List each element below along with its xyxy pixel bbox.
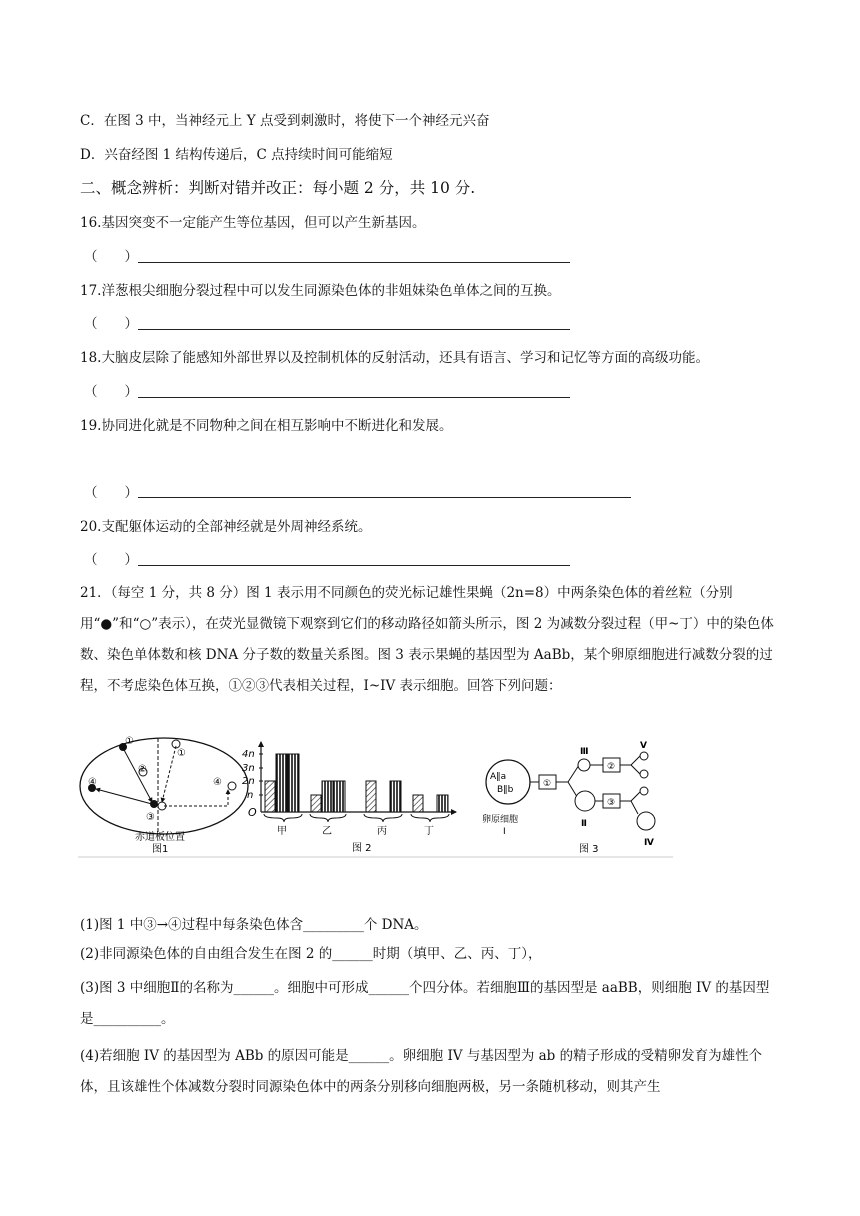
answer-line-17[interactable] [138, 329, 570, 330]
fig3-cell-label: Ⅰ [503, 827, 506, 837]
fig3-diagram [482, 741, 655, 855]
fig2-bar-chromosome [366, 781, 376, 812]
question-21-figure [78, 734, 673, 858]
fig1-cell [80, 736, 248, 855]
answer-line-18[interactable] [138, 397, 570, 398]
fig2-stage-label: 丙 [377, 826, 387, 837]
fig2-brace [310, 814, 346, 822]
fig3-cell-label: Ⅴ [640, 741, 647, 751]
judgement-16: 16.基因突变不一定能产生等位基因，但可以产生新基因。 [80, 215, 426, 231]
fig3-step-label: ③ [607, 798, 616, 808]
fig3-gene-label: A‖a [490, 772, 507, 782]
judgement-17: 17.洋葱根尖细胞分裂过程中可以发生同源染色体的非姐妹染色单体之间的互换。 [80, 283, 561, 299]
fig2-brace [364, 814, 402, 822]
fig3-egg-cell [637, 812, 655, 830]
fig2-chart [242, 742, 456, 854]
fig1-label: ① [177, 748, 186, 759]
fig2-bar-dna [437, 795, 448, 812]
fig2-y-tick: 3n [242, 763, 255, 774]
fig2-y-tick: n [247, 790, 254, 801]
option-d: D．兴奋经图 1 结构传递后，C 点持续时间可能缩短 [80, 147, 393, 163]
question-21-sub1: (1)图 1 中③→④过程中每条染色体含_________个 DNA。 [80, 917, 428, 933]
fig2-bar-chromosome [413, 795, 423, 812]
question-21-stem: 21．（每空 1 分，共 8 分）图 1 表示用不同颜色的荧光标记雄性果蝇（2n=8）中两条染色体的着丝粒（分别用“●”和“○”表示），在荧光显微镜下观察到它们的移动路径如箭头所示，图 2 为减数分裂过程（甲~丁）中的染色体数、染色单体数和核 DNA 分子数的数量关系图。图 3 表示果蝇的基因型为 AaBb，某个卵原细胞进行减数分裂的过程，不考虑染色体互换，①②③代表相关过程，I~IV 表示细胞。回答下列问题： [80, 585, 774, 694]
fig2-y-tick: 4n [242, 749, 255, 760]
fig2-stage-label: 丁 [424, 826, 434, 837]
fig2-bar-dna [390, 781, 401, 812]
fig3-cell-III [578, 759, 590, 771]
fig3-caption: 图 3 [579, 844, 599, 855]
answer-paren-20[interactable]: （ ） [84, 552, 138, 568]
judgement-20: 20.支配躯体运动的全部神经就是外周神经系统。 [80, 519, 372, 535]
fig3-polar-body [640, 787, 648, 795]
fig1-label: ④ [88, 777, 97, 788]
fig3-connector [631, 765, 640, 774]
fig3-polar-body [640, 752, 648, 760]
fig3-cell-label: Ⅲ [580, 747, 589, 757]
fig1-label: ① [125, 736, 134, 747]
fig1-label: ④ [213, 777, 222, 788]
fig2-bar-chromosome [265, 781, 275, 812]
fig1-path-arrow [164, 790, 228, 806]
judgement-18: 18.大脑皮层除了能感知外部世界以及控制机体的反射活动，还具有语言、学习和记忆等方面的高级功能。 [80, 350, 709, 366]
answer-paren-18[interactable]: （ ） [84, 384, 138, 400]
answer-paren-19[interactable]: （ ） [84, 485, 138, 501]
fig2-y-tick: 2n [242, 776, 255, 787]
fig1-path-arrow [123, 748, 152, 802]
fig2-brace [411, 814, 449, 822]
option-c: C．在图 3 中，当神经元上 Y 点受到刺激时，将使下一个神经元兴奋 [80, 113, 490, 129]
fig1-cell-outline [80, 738, 248, 834]
fig1-path-arrow [96, 789, 152, 804]
fig3-cell-II [575, 791, 595, 811]
answer-line-20[interactable] [138, 565, 570, 566]
answer-paren-16[interactable]: （ ） [84, 249, 138, 265]
fig2-stage-label: 甲 [277, 826, 287, 837]
fig3-oogonium-cell [486, 760, 530, 804]
fig2-stage-label: 乙 [322, 826, 332, 837]
fig2-bar-chromatid [322, 781, 333, 812]
answer-paren-17[interactable]: （ ） [84, 316, 138, 332]
answer-line-16[interactable] [138, 262, 570, 263]
fig3-connector [568, 765, 579, 782]
fig2-brace [264, 814, 302, 822]
fig3-cell-label: 卵原细胞 [482, 815, 519, 825]
fig3-connector [631, 801, 638, 814]
section-heading: 二、概念辨析：判断对错并改正：每小题 2 分，共 10 分. [80, 179, 476, 197]
fig1-caption: 图1 [152, 844, 169, 855]
fig2-bar-chromosome [311, 795, 321, 812]
fig3-step-label: ① [543, 779, 552, 789]
fig2-bar-dna [288, 754, 299, 812]
fig2-bar-chromatid [276, 754, 287, 812]
question-21-sub4: (4)若细胞 IV 的基因型为 ABb 的原因可能是______。卵细胞 IV 与基因型为 ab 的精子形成的受精卵发育为雄性个体，且该雄性个体减数分裂时同源染色体中的两条分别移向细胞两极，另一条随机移动，则其产生 [80, 1048, 763, 1095]
fig3-polar-body [640, 770, 648, 778]
fig2-bar-dna [334, 781, 345, 812]
question-21-sub2: (2)非同源染色体的自由组合发生在图 2 的______时期（填甲、乙、丙、丁）， [80, 946, 542, 962]
fig1-path-arrow [162, 746, 176, 802]
fig2-y-tick: O [248, 806, 257, 819]
fig3-connector [631, 756, 640, 765]
fig1-label: ③ [146, 812, 155, 823]
fig1-caption-top: 赤道板位置 [135, 832, 185, 843]
fig3-step-label: ② [607, 762, 616, 772]
fig1-dot-white [228, 782, 236, 790]
judgement-19: 19.协同进化就是不同物种之间在相互影响中不断进化和发展。 [80, 418, 453, 434]
answer-line-19[interactable] [138, 497, 631, 498]
fig3-connector [631, 792, 640, 801]
fig3-cell-label: Ⅳ [644, 838, 654, 848]
question-21-sub3: (3)图 3 中细胞Ⅱ的名称为______。细胞中可形成______个四分体。若细胞Ⅲ的基因型是 aaBB，则细胞 IV 的基因型是__________。 [80, 980, 770, 1027]
fig3-gene-label: B‖b [497, 785, 514, 795]
fig2-caption: 图 2 [352, 843, 372, 854]
fig1-label: ② [138, 764, 147, 775]
fig3-cell-label: Ⅱ [581, 819, 587, 829]
